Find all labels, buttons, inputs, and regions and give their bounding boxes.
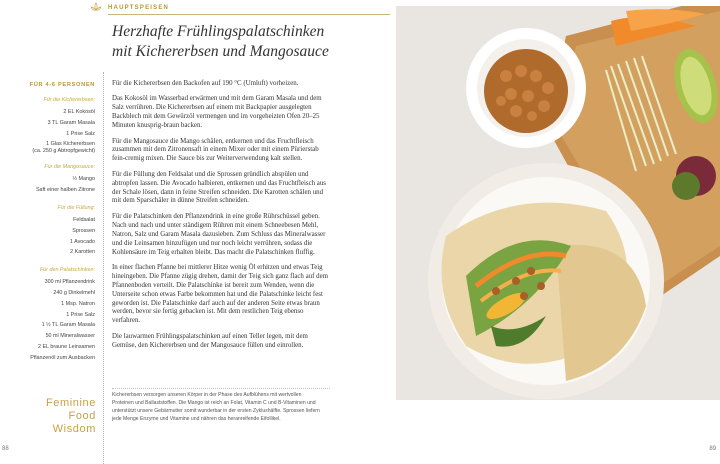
- ingredient-item: (ca. 250 g Abtropfgewicht): [32, 148, 95, 155]
- header-rule: [108, 14, 390, 15]
- brand-wordmark: [20, 397, 96, 436]
- ingredient-item: Pflanzenöl zum Ausbacken: [30, 354, 95, 361]
- ingredient-item: Saft einer halben Zitrone: [35, 187, 95, 194]
- ingredient-item: 2 EL braune Leinsamen: [37, 343, 95, 350]
- ingredient-group-heading: Für die Mangosauce:: [44, 164, 95, 171]
- ingredient-item: Sprossen: [72, 227, 95, 234]
- ingredient-group-heading: Für die Kichererbsen:: [43, 97, 95, 103]
- brand-line-3: Wisdom: [52, 423, 96, 435]
- method-step: Das Kokosöl im Wasserbad erwärmen und mit dem Garam Masala und dem Salz verrühren. Die Kichererbsen auf einem mit Backpapier ausgelegten Backblech mit dem Gewürzöl vermengen und im vorgeheizten Ofen 20–25 Minuten knusprig-braun backen.: [112, 95, 322, 130]
- ingredient-item: 1 Msp. Natron: [61, 300, 95, 307]
- method-step: In einer flachen Pfanne bei mittlerer Hitze wenig Öl erhitzen und etwas Teig hineingeben. Die Pfanne zügig drehen, damit der Teig sich ganz flach auf dem Pfannenboden verteilt. Die Palatschinke ist bereit zum Wenden, wenn die Unterseite schon etwas Farbe bekommen hat und die Palatschinke leicht fest geworden ist. Die Palatschinke darf auch auf der anderen Seite etwas braun werden, bevor sie fertig gebacken ist. Mit dem restlichen Teig ebenso verfahren.: [112, 263, 328, 325]
- ingredient-item: 240 g Dinkelmehl: [53, 289, 95, 296]
- ingredient-item: 300 ml Pflanzendrink: [44, 279, 95, 286]
- ingredient-item: 50 ml Mineralwasser: [45, 333, 95, 340]
- ingredient-item: ½ Mango: [72, 176, 95, 183]
- ingredient-item: Feldsalat: [73, 216, 95, 223]
- method-step: Für die Mangosauce die Mango schälen, entkernen und das Fruchtfleisch zusammen mit dem Zitronensaft in einem Mixer oder mit einem Pürierstab fein-cremig mixen. Die Sauce bis zur Weiterverwendung kalt stellen.: [112, 137, 319, 163]
- section-label: HAUPTSPEISEN: [108, 5, 170, 11]
- recipe-title-line-2: mit Kichererbsen und Mangosauce: [112, 43, 329, 60]
- lotus-logo-icon: [90, 2, 102, 12]
- ingredients-list: [3, 82, 95, 364]
- recipe-title: [112, 22, 382, 62]
- ingredient-item: 3 TL Garam Masala: [47, 119, 95, 126]
- method-step: Für die Kichererbsen den Backofen auf 190 °C (Umluft) vorheizen.: [112, 80, 299, 87]
- page-number-left: 88: [2, 446, 9, 452]
- ingredient-item: 2 Karotten: [70, 249, 95, 256]
- nutrition-note: Kichererbsen versorgen unseren Körper in der Phase des Aufblühens mit wertvollen Proteinen und Ballaststoffen. Die Mango ist reich an Folat, Vitamin C und B-Vitaminen und unterstützt unsere Gebärmutter somit wunderbar in der ersten Zyklushälfte. Sprossen liefern jede Menge Enzyme und Vitamine und nähren das heranreifende Eifollikel.: [112, 392, 320, 423]
- food-photo: [396, 6, 720, 400]
- recipe-title-line-1: Herzhafte Frühlingspalatschinken: [112, 23, 325, 40]
- ingredient-item: 2 EL Kokosöl: [63, 109, 95, 115]
- ingredient-group-heading: Für den Palatschinken:: [39, 267, 95, 274]
- ingredient-item: 1 Avocado: [69, 238, 95, 245]
- method-step: Für die Füllung den Feldsalat und die Sprossen gründlich abspülen und abtropfen lassen. Die Avocado halbieren, entkernen und das Fruchtfleisch aus der Schale lösen, dann in feine Streifen schneiden. Die Karotten schälen und mit dem Sparschäler in dünne Streifen schneiden.: [112, 170, 326, 205]
- ingredient-item: 1 Prise Salz: [66, 130, 95, 137]
- food-photo-illustration: [396, 6, 720, 400]
- method-steps: [112, 80, 330, 357]
- page-number-right: 89: [709, 446, 716, 452]
- method-step: Die lauwarmen Frühlingspalatschinken auf einen Teller legen, mit dem Gemüse, den Kichererbsen und der Mangosauce füllen und einrollen.: [112, 332, 308, 349]
- ingredient-item: 1 Glas Kichererbsen: [46, 141, 95, 148]
- column-divider: [103, 72, 104, 464]
- ingredient-item: 1 ½ TL Garam Masala: [41, 322, 95, 329]
- servings-label: FÜR 4-6 PERSONEN: [29, 82, 95, 88]
- note-rule: [112, 388, 330, 389]
- method-step: Für die Palatschinken den Pflanzendrink in eine große Rührschüssel geben. Nach und nach und unter ständigem Rühren mit einem Schneebesen Mehl, Natron, Salz und Garam Masala dazusieben. Zum Schluss das Mineralwasser und die Leinsamen hinzufügen und nur noch leicht verrühren, sodass die Kohlensäure im Teig erhalten bleibt. Das macht die Palatschinken fluffig.: [112, 212, 326, 256]
- brand-line-2: Food: [68, 410, 96, 422]
- ingredient-item: 1 Prise Salz: [66, 311, 95, 318]
- ingredient-group-heading: Für die Füllung:: [57, 204, 95, 211]
- brand-line-1: Feminine: [45, 397, 96, 409]
